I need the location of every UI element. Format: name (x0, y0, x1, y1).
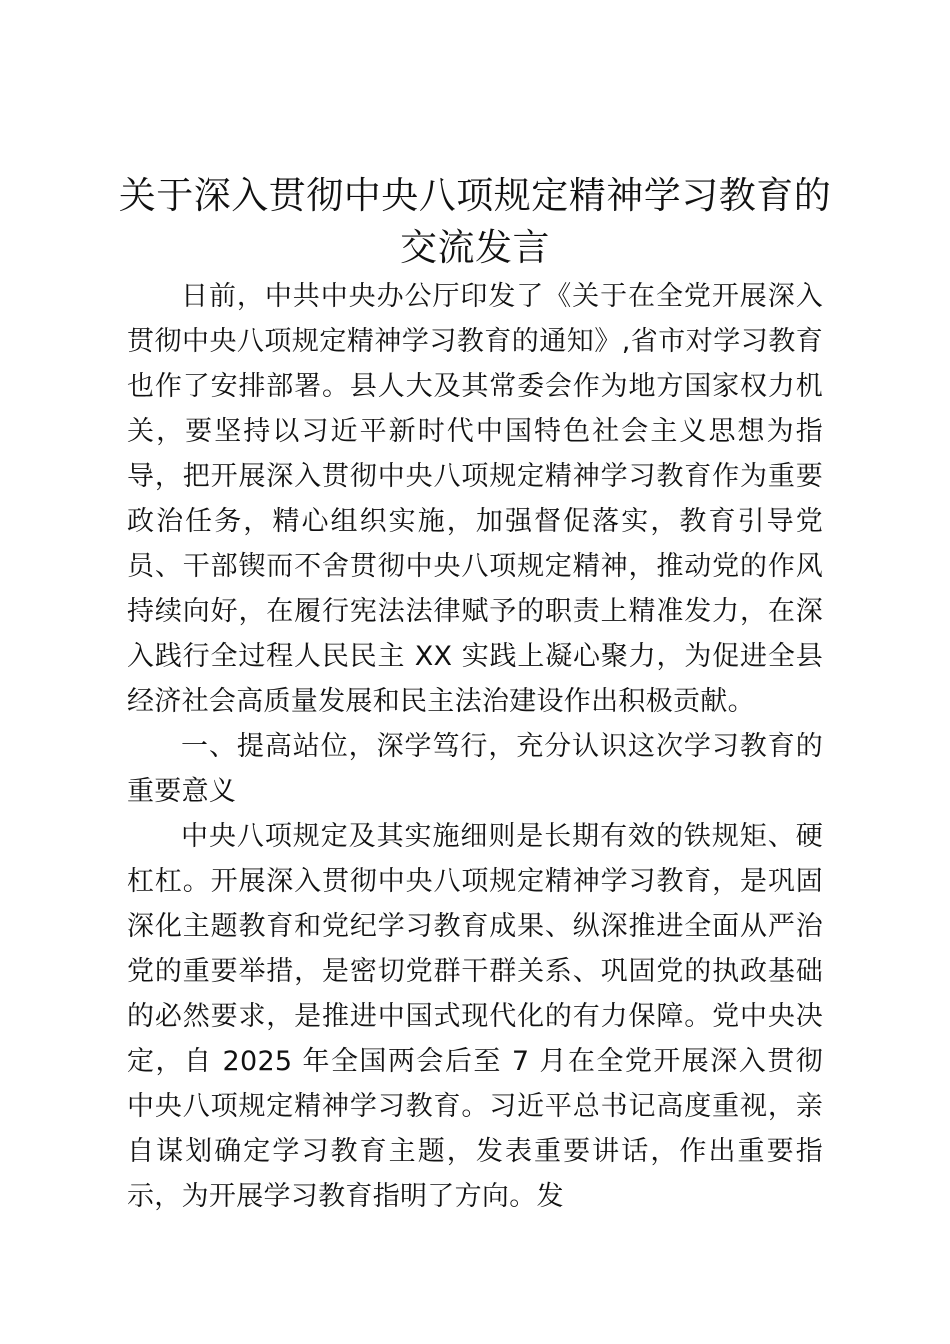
intro-paragraph: 日前，中共中央办公厅印发了《关于在全党开展深入贯彻中央八项规定精神学习教育的通知》,省市对学习教育也作了安排部署。县人大及其常委会作为地方国家权力机关，要坚持以习近平新时代中国特色社会主义思想为指导，把开展深入贯彻中央八项规定精神学习教育作为重要政治任务，精心组织实施，加强督促落实，教育引导党员、干部锲而不舍贯彻中央八项规定精神，推动党的作风持续向好，在履行宪法法律赋予的职责上精准发力，在深入践行全过程人民民主 XX 实践上凝心聚力，为促进全县经济社会高质量发展和民主法治建设作出积极贡献。 (127, 281, 823, 717)
document-title: 关于深入贯彻中央八项规定精神学习教育的交流发言 (118, 174, 832, 269)
section-paragraph-1: 中央八项规定及其实施细则是长期有效的铁规矩、硬杠杠。开展深入贯彻中央八项规定精神学习教育，是巩固深化主题教育和党纪学习教育成果、纵深推进全面从严治党的重要举措，是密切党群干群关系、巩固党的执政基础的必然要求，是推进中国式现代化的有力保障。党中央决定，自 2025 年全国两会后至 7 月在全党开展深入贯彻中央八项规定精神学习教育。习近平总书记高度重视，亲自谋划确定学习教育主题，发表重要讲话，作出重要指示，为开展学习教育指明了方向。发 (127, 821, 823, 1212)
document-body (127, 274, 823, 1219)
section-heading-1: 一、提高站位，深学笃行，充分认识这次学习教育的重要意义 (127, 731, 823, 807)
